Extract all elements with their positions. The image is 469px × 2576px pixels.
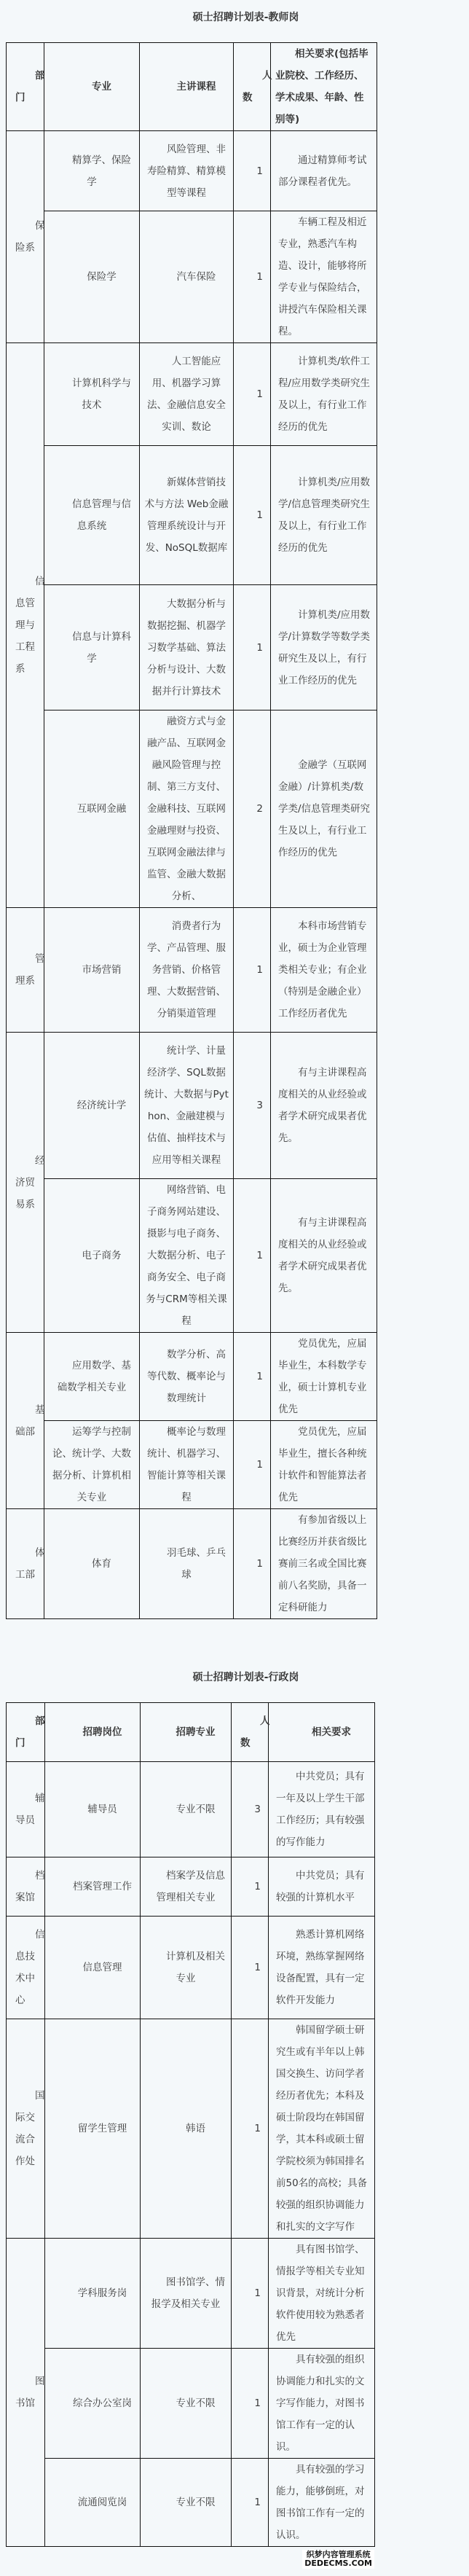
teacher-recruitment-table	[6, 42, 377, 1619]
major-cell: 保险学	[44, 211, 140, 343]
major-cell: 经济统计学	[44, 1033, 140, 1179]
courses-cell: 数学分析、高等代数、概率论与数理统计	[140, 1333, 234, 1421]
dept-cell: 信息技术中心	[7, 1917, 45, 2019]
table-row	[7, 1333, 377, 1421]
table-row	[7, 710, 377, 908]
requirements-cell: 具有较强的学习能力，能够倒班，对图书馆工作有一定的认识。	[269, 2459, 375, 2547]
requirements-cell: 党员优先，应届毕业生，本科数学专业，硕士计算机专业优先	[271, 1333, 377, 1421]
requirements-cell: 本科市场营销专业，硕士为企业管理类相关专业；有企业（特别是金融企业）工作经历者优先	[271, 908, 377, 1033]
requirements-cell: 中共党员；具有较强的计算机水平	[269, 1857, 375, 1917]
table-row	[7, 1762, 375, 1857]
count-cell: 1	[232, 2019, 269, 2239]
requirements-cell: 计算机类/应用数学/计算数学等数学类研究生及以上，有行业工作经历的优先	[271, 585, 377, 710]
table-row	[7, 446, 377, 585]
count-cell: 1	[232, 2239, 269, 2349]
courses-cell: 统计学、计量经济学、SQL数据统计、大数据与Python、金融建模与估值、抽样技术与应用等相关课程	[140, 1033, 234, 1179]
table-header-row	[7, 43, 377, 131]
requirements-cell: 党员优先，应届毕业生，擅长各种统计软件和智能算法者优先	[271, 1421, 377, 1509]
header-major: 招聘专业	[141, 1703, 232, 1762]
count-cell: 1	[234, 1179, 271, 1333]
major-cell: 专业不限	[141, 1762, 232, 1857]
major-cell: 专业不限	[141, 2459, 232, 2547]
dept-cell: 经济贸易系	[7, 1033, 44, 1333]
count-cell: 1	[232, 2349, 269, 2459]
count-cell: 3	[232, 1762, 269, 1857]
requirements-cell: 具有图书馆学、情报学等相关专业知识背景，对统计分析软件使用较为熟悉者优先	[269, 2239, 375, 2349]
table-row	[7, 131, 377, 211]
count-cell: 1	[232, 1857, 269, 1917]
major-cell: 市场营销	[44, 908, 140, 1033]
watermark-logo	[302, 2550, 374, 2569]
requirements-cell: 车辆工程及相近专业，熟悉汽车构造、设计，能够将所学专业与保险结合，讲授汽车保险相关课程。	[271, 211, 377, 343]
table-row	[7, 1509, 377, 1619]
admin-table-title: 硕士招聘计划表-行政岗	[192, 1672, 299, 1683]
requirements-cell: 计算机类/软件工程/应用数学类研究生及以上，有行业工作经历的优先	[271, 343, 377, 446]
position-cell: 流通阅览岗	[45, 2459, 141, 2547]
major-cell: 应用数学、基础数学相关专业	[44, 1333, 140, 1421]
dept-cell: 基础部	[7, 1333, 44, 1509]
header-major: 专业	[44, 43, 140, 131]
position-cell: 档案管理工作	[45, 1857, 141, 1917]
table-row	[7, 2239, 375, 2349]
watermark-container	[6, 2550, 374, 2569]
table-row	[7, 2019, 375, 2239]
count-cell: 1	[234, 446, 271, 585]
courses-cell: 新媒体营销技术与方法 Web金融管理系统设计与开发、NoSQL数据库	[140, 446, 234, 585]
major-cell: 运筹学与控制论、统计学、大数据分析、计算机相关专业	[44, 1421, 140, 1509]
courses-cell: 概率论与数理统计、机器学习、智能计算等相关课程	[140, 1421, 234, 1509]
courses-cell: 消费者行为学、产品管理、服务营销、价格管理、大数据营销、分销渠道管理	[140, 908, 234, 1033]
table-row	[7, 2459, 375, 2547]
table-row	[7, 2349, 375, 2459]
header-requirements: 相关要求	[269, 1703, 375, 1762]
requirements-cell: 有与主讲课程高度相关的从业经验或者学术研究成果者优先。	[271, 1033, 377, 1179]
dept-cell: 信息管理与工程系	[7, 343, 44, 908]
table-header-row	[7, 1703, 375, 1762]
requirements-cell: 计算机类/应用数学/信息管理类研究生及以上，有行业工作经历的优先	[271, 446, 377, 585]
courses-cell: 汽车保险	[140, 211, 234, 343]
major-cell: 韩语	[141, 2019, 232, 2239]
position-cell: 信息管理	[45, 1917, 141, 2019]
dept-cell: 辅导员	[7, 1762, 45, 1857]
requirements-cell: 有与主讲课程高度相关的从业经验或者学术研究成果者优先。	[271, 1179, 377, 1333]
table-row	[7, 585, 377, 710]
requirements-cell: 中共党员；具有一年及以上学生干部工作经历；具有较强的写作能力	[269, 1762, 375, 1857]
requirements-cell: 通过精算师考试部分课程者优先。	[271, 131, 377, 211]
count-cell: 1	[232, 2459, 269, 2547]
courses-cell: 人工智能应用、机器学习算法、金融信息安全实训、数论	[140, 343, 234, 446]
table-row	[7, 211, 377, 343]
major-cell: 信息管理与信息系统	[44, 446, 140, 585]
major-cell: 计算机科学与技术	[44, 343, 140, 446]
count-cell: 2	[234, 710, 271, 908]
dept-cell: 档案馆	[7, 1857, 45, 1917]
count-cell: 1	[234, 908, 271, 1033]
position-cell: 学科服务岗	[45, 2239, 141, 2349]
header-count: 人数	[232, 1703, 269, 1762]
requirements-cell: 金融学（互联网金融）/计算机类/数学类/信息管理类研究生及以上，有行业工作经历的优先	[271, 710, 377, 908]
count-cell: 1	[234, 211, 271, 343]
header-requirements: 相关要求(包括毕业院校、工作经历、学术成果、年龄、性别等)	[271, 43, 377, 131]
courses-cell: 融资方式与金融产品、互联网金融风险管理与控制、第三方支付、金融科技、互联网金融理财与投资、互联网金融法律与监管、金融大数据分析、	[140, 710, 234, 908]
count-cell: 1	[234, 343, 271, 446]
table-row	[7, 1917, 375, 2019]
requirements-cell: 韩国留学硕士研究生或有半年以上韩国交换生、访问学者经历者优先；本科及硕士阶段均在韩国留学，其本科或硕士留学院校须为韩国排名前50名的高校；具备较强的组织协调能力和扎实的文字写作	[269, 2019, 375, 2239]
table-row	[7, 1179, 377, 1333]
courses-cell: 网络营销、电子商务网站建设、摄影与电子商务、大数据分析、电子商务安全、电子商务与CRM等相关课程	[140, 1179, 234, 1333]
major-cell: 专业不限	[141, 2349, 232, 2459]
major-cell: 图书馆学、情报学及相关专业	[141, 2239, 232, 2349]
position-cell: 综合办公室岗	[45, 2349, 141, 2459]
watermark-line2: DEDECMS.COM	[304, 2559, 372, 2568]
major-cell: 计算机及相关专业	[141, 1917, 232, 2019]
dept-cell: 图书馆	[7, 2239, 45, 2547]
dept-cell: 体工部	[7, 1509, 44, 1619]
header-courses: 主讲课程	[140, 43, 234, 131]
dept-cell: 国际交流合作处	[7, 2019, 45, 2239]
requirements-cell: 有参加省级以上比赛经历并获省级比赛前三名或全国比赛前八名奖励，具备一定科研能力	[271, 1509, 377, 1619]
major-cell: 档案学及信息管理相关专业	[141, 1857, 232, 1917]
table-row	[7, 343, 377, 446]
position-cell: 留学生管理	[45, 2019, 141, 2239]
header-position: 招聘岗位	[45, 1703, 141, 1762]
major-cell: 电子商务	[44, 1179, 140, 1333]
count-cell: 1	[234, 585, 271, 710]
count-cell: 3	[234, 1033, 271, 1179]
major-cell: 互联网金融	[44, 710, 140, 908]
table-row	[7, 1857, 375, 1917]
position-cell: 辅导员	[45, 1762, 141, 1857]
count-cell: 1	[232, 1917, 269, 2019]
admin-recruitment-table	[6, 1702, 375, 2547]
teacher-table-title: 硕士招聘计划表-教师岗	[192, 12, 299, 23]
count-cell: 1	[234, 1421, 271, 1509]
count-cell: 1	[234, 1333, 271, 1421]
table-row	[7, 1033, 377, 1179]
table-row	[7, 1421, 377, 1509]
courses-cell: 羽毛球、乒乓球	[140, 1509, 234, 1619]
major-cell: 信息与计算科学	[44, 585, 140, 710]
header-dept: 部门	[7, 43, 44, 131]
count-cell: 1	[234, 1509, 271, 1619]
requirements-cell: 熟悉计算机网络环境，熟练掌握网络设备配置，具有一定软件开发能力	[269, 1917, 375, 2019]
courses-cell: 大数据分析与数据挖掘、机器学习数学基础、算法分析与设计、大数据并行计算技术	[140, 585, 234, 710]
header-count: 人数	[234, 43, 271, 131]
header-dept: 部门	[7, 1703, 45, 1762]
dept-cell: 管理系	[7, 908, 44, 1033]
requirements-cell: 具有较强的组织协调能力和扎实的文字写作能力，对图书馆工作有一定的认识。	[269, 2349, 375, 2459]
courses-cell: 风险管理、非寿险精算、精算模型等课程	[140, 131, 234, 211]
watermark-line1: 织梦内容管理系统	[306, 2550, 371, 2559]
dept-cell: 保险系	[7, 131, 44, 343]
table-row	[7, 908, 377, 1033]
count-cell: 1	[234, 131, 271, 211]
major-cell: 体育	[44, 1509, 140, 1619]
major-cell: 精算学、保险学	[44, 131, 140, 211]
